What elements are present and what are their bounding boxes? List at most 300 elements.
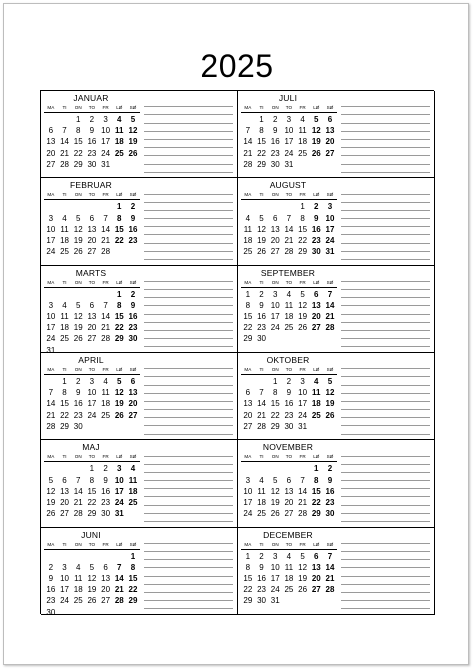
day-number: 7 — [103, 213, 108, 223]
day-number: 28 — [257, 421, 266, 431]
day-number: 10 — [101, 126, 111, 136]
note-lines — [341, 536, 430, 615]
note-line — [341, 282, 430, 290]
day-number: 5 — [300, 289, 305, 299]
day-number: 25 — [257, 509, 266, 519]
note-lines — [341, 99, 430, 178]
day-number: 23 — [284, 410, 294, 420]
day-number: 8 — [272, 388, 278, 398]
note-line — [144, 481, 233, 489]
day-number: 2 — [130, 289, 136, 299]
day-number: 19 — [73, 323, 83, 333]
day-number: 25 — [128, 497, 138, 507]
month-block — [41, 91, 238, 178]
note-line — [341, 410, 430, 418]
weekday-label: LØ — [313, 105, 320, 110]
day-number: 2 — [130, 202, 136, 212]
note-line — [341, 568, 430, 576]
day-number: 1 — [89, 464, 95, 474]
weekday-label: ON — [74, 105, 82, 110]
note-line — [341, 244, 430, 252]
day-number: 4 — [62, 213, 67, 223]
day-number: 27 — [311, 323, 321, 333]
weekday-label: LØ — [116, 279, 123, 285]
day-number: 6 — [103, 562, 108, 572]
day-number: 23 — [87, 148, 97, 158]
day-number: 17 — [46, 323, 56, 333]
day-number: 7 — [75, 475, 81, 485]
day-number: 20 — [270, 235, 280, 245]
day-number: 14 — [73, 486, 83, 496]
empty-cell — [241, 376, 255, 387]
day-number: 13 — [284, 486, 294, 496]
day-number: 22 — [128, 585, 138, 595]
weekday-label: ON — [74, 279, 82, 285]
note-line — [341, 235, 430, 243]
day-grid — [241, 289, 337, 345]
day-number: 22 — [311, 497, 321, 507]
month-name: SEPTEMBER — [260, 267, 316, 278]
day-number: 20 — [311, 312, 321, 322]
month-block — [41, 266, 238, 353]
day-number: 28 — [325, 323, 335, 333]
day-number: 6 — [89, 213, 95, 223]
weekday-label: ON — [271, 105, 279, 110]
note-line — [341, 426, 430, 434]
day-number: 24 — [101, 148, 111, 158]
day-number: 3 — [286, 115, 292, 124]
weekday-label: TO — [88, 541, 96, 547]
day-number: 11 — [298, 126, 307, 136]
note-line — [341, 203, 430, 211]
day-number: 8 — [259, 126, 264, 136]
day-number: 29 — [243, 334, 253, 344]
day-number: 5 — [75, 213, 81, 223]
day-number: 29 — [87, 509, 97, 519]
day-number: 30 — [325, 509, 335, 519]
weekday-label: MA — [244, 105, 252, 110]
weekday-label: TO — [285, 279, 293, 285]
note-line — [341, 165, 430, 173]
day-number: 9 — [259, 300, 264, 310]
empty-cell — [99, 201, 113, 212]
weekday-label: TI — [62, 192, 67, 198]
note-line — [144, 235, 233, 243]
note-line — [144, 274, 233, 282]
day-number: 10 — [87, 388, 97, 398]
note-line — [144, 148, 233, 156]
note-line — [341, 481, 430, 489]
note-line — [341, 107, 430, 115]
day-number: 20 — [60, 497, 69, 507]
empty-cell — [58, 114, 72, 125]
day-number: 20 — [128, 399, 138, 409]
day-number: 29 — [128, 596, 138, 606]
day-number: 28 — [298, 509, 308, 519]
day-grid — [241, 376, 337, 432]
note-line — [144, 402, 233, 410]
weekday-label: FR — [299, 366, 306, 372]
weekday-label: SØ — [129, 192, 137, 198]
day-number: 8 — [245, 300, 251, 310]
note-line — [341, 306, 430, 314]
empty-cell — [255, 376, 269, 387]
note-line — [341, 186, 430, 194]
day-number: 9 — [130, 213, 136, 223]
weekday-label: ON — [271, 366, 279, 372]
note-line — [341, 315, 430, 323]
day-number: 4 — [286, 289, 292, 299]
day-number: 30 — [101, 509, 111, 519]
day-number: 24 — [270, 585, 280, 595]
note-line — [144, 457, 233, 465]
day-number: 17 — [284, 137, 294, 147]
day-number: 20 — [243, 410, 253, 420]
day-number: 31 — [298, 421, 308, 431]
day-number: 23 — [73, 410, 83, 420]
day-number: 17 — [325, 224, 335, 234]
day-number: 13 — [311, 562, 321, 572]
weekday-label: SØ — [326, 192, 334, 198]
month-block — [41, 440, 238, 527]
day-number: 30 — [257, 596, 266, 606]
day-grid — [44, 376, 140, 432]
weekday-label: TO — [285, 454, 293, 460]
day-number: 3 — [300, 376, 305, 386]
day-number: 24 — [114, 497, 124, 507]
day-number: 4 — [130, 464, 136, 474]
day-number: 6 — [327, 115, 333, 124]
empty-cell — [255, 201, 269, 212]
day-number: 30 — [257, 334, 266, 344]
day-number: 18 — [243, 235, 253, 245]
day-number: 10 — [243, 486, 253, 496]
day-grid — [44, 463, 140, 519]
day-number: 25 — [311, 410, 321, 420]
day-number: 8 — [300, 213, 305, 223]
note-line — [341, 115, 430, 123]
note-line — [341, 361, 430, 369]
weekday-header-row — [241, 367, 337, 375]
day-number: 3 — [48, 300, 54, 310]
day-number: 4 — [103, 376, 108, 386]
day-number: 4 — [314, 376, 319, 386]
note-line — [144, 426, 233, 434]
day-number: 29 — [298, 247, 308, 257]
note-line — [144, 227, 233, 235]
weekday-label: MA — [47, 366, 55, 372]
weekday-label: FR — [102, 105, 109, 110]
day-number: 12 — [298, 562, 308, 572]
note-line — [144, 377, 233, 385]
note-line — [144, 315, 233, 323]
day-number: 11 — [101, 388, 110, 398]
day-number: 22 — [298, 235, 308, 245]
day-grid — [241, 551, 337, 607]
weekday-label: ON — [271, 541, 279, 547]
day-number: 2 — [75, 376, 81, 386]
weekday-label: LØ — [116, 192, 123, 198]
note-line — [341, 402, 430, 410]
day-number: 15 — [128, 574, 138, 584]
day-number: 6 — [314, 289, 319, 299]
day-number: 24 — [270, 323, 280, 333]
weekday-label: TI — [259, 366, 264, 372]
day-number: 21 — [114, 585, 124, 595]
empty-cell — [241, 463, 255, 474]
day-number: 14 — [298, 486, 308, 496]
day-number: 21 — [101, 323, 111, 333]
day-number: 2 — [89, 115, 95, 124]
month-name: DECEMBER — [263, 529, 313, 540]
day-number: 17 — [243, 497, 253, 507]
day-number: 3 — [117, 464, 122, 474]
day-number: 29 — [60, 421, 69, 431]
day-number: 1 — [314, 464, 319, 474]
day-number: 23 — [257, 323, 266, 333]
month-block — [238, 91, 435, 178]
note-line — [144, 298, 233, 306]
weekday-label: LØ — [116, 366, 123, 372]
day-number: 15 — [243, 312, 253, 322]
day-number: 7 — [103, 300, 108, 310]
year-title: 2025 — [200, 48, 274, 84]
weekday-header-row — [241, 192, 337, 200]
weekday-header-row — [44, 542, 140, 550]
day-number: 1 — [62, 376, 67, 386]
note-line — [144, 536, 233, 544]
day-number: 7 — [327, 551, 333, 561]
day-number: 18 — [311, 399, 321, 409]
day-number: 7 — [259, 388, 264, 398]
day-number: 11 — [128, 475, 138, 485]
day-number: 5 — [75, 300, 81, 310]
weekday-label: SØ — [326, 454, 334, 460]
day-number: 20 — [101, 585, 111, 595]
note-line — [144, 211, 233, 219]
day-number: 16 — [46, 585, 56, 595]
day-number: 10 — [270, 300, 280, 310]
empty-cell — [44, 201, 58, 212]
day-number: 12 — [114, 388, 124, 398]
day-number: 14 — [101, 312, 111, 322]
day-grid — [241, 114, 337, 170]
day-number: 14 — [284, 224, 294, 234]
note-line — [341, 148, 430, 156]
day-number: 26 — [46, 509, 56, 519]
day-number: 21 — [73, 497, 83, 507]
note-line — [144, 448, 233, 456]
day-number: 23 — [128, 323, 138, 333]
day-number: 16 — [284, 399, 294, 409]
weekday-label: MA — [244, 541, 252, 547]
day-number: 30 — [311, 247, 321, 257]
note-line — [341, 156, 430, 164]
weekday-label: FR — [299, 541, 306, 547]
day-number: 26 — [298, 585, 308, 595]
day-number: 26 — [73, 247, 83, 257]
day-number: 8 — [117, 213, 122, 223]
note-line — [144, 244, 233, 252]
month-name: APRIL — [78, 354, 104, 365]
note-line — [341, 536, 430, 544]
weekday-label: FR — [102, 366, 109, 372]
note-line — [144, 552, 233, 560]
note-line — [341, 457, 430, 465]
day-number: 15 — [298, 224, 308, 234]
note-line — [341, 506, 430, 514]
day-number: 9 — [103, 475, 108, 485]
day-number: 21 — [298, 497, 308, 507]
day-number: 28 — [73, 509, 83, 519]
day-number: 29 — [243, 596, 253, 606]
day-number: 1 — [259, 115, 264, 124]
month-calendar — [44, 367, 140, 432]
empty-cell — [112, 551, 126, 562]
weekday-label: MA — [47, 541, 55, 547]
day-number: 25 — [284, 323, 294, 333]
day-number: 25 — [243, 247, 253, 257]
day-number: 3 — [327, 202, 333, 212]
weekday-label: TI — [259, 105, 264, 110]
day-number: 21 — [101, 235, 111, 245]
weekday-label: SØ — [326, 541, 334, 547]
note-lines — [341, 361, 430, 440]
weekday-label: TO — [285, 105, 293, 110]
day-number: 16 — [325, 486, 335, 496]
day-number: 2 — [259, 551, 264, 561]
day-number: 20 — [87, 235, 97, 245]
day-number: 13 — [101, 574, 111, 584]
day-number: 18 — [101, 399, 111, 409]
day-number: 9 — [48, 574, 54, 584]
day-number: 15 — [73, 137, 83, 147]
day-number: 29 — [311, 509, 321, 519]
day-number: 17 — [46, 235, 56, 245]
day-number: 10 — [114, 475, 124, 485]
note-line — [144, 306, 233, 314]
note-line — [144, 609, 233, 615]
day-number: 25 — [114, 148, 124, 158]
month-calendar — [241, 367, 337, 432]
day-number: 15 — [114, 224, 124, 234]
note-line — [341, 274, 430, 282]
weekday-label: FR — [299, 454, 306, 460]
note-line — [341, 227, 430, 235]
day-number: 5 — [48, 475, 54, 485]
weekday-label: TO — [88, 366, 96, 372]
weekday-label: MA — [244, 192, 252, 198]
note-line — [341, 140, 430, 148]
day-number: 28 — [325, 585, 335, 595]
day-number: 15 — [311, 486, 321, 496]
weekday-label: MA — [244, 279, 252, 285]
day-number: 22 — [257, 148, 266, 158]
day-number: 24 — [243, 509, 253, 519]
day-number: 27 — [87, 247, 97, 257]
month-name: NOVEMBER — [262, 442, 314, 453]
empty-cell — [268, 201, 282, 212]
day-number: 23 — [311, 235, 321, 245]
day-number: 13 — [311, 300, 321, 310]
day-number: 5 — [117, 376, 122, 386]
weekday-label: TI — [259, 541, 264, 547]
weekday-header-row — [241, 542, 337, 550]
day-number: 7 — [245, 126, 251, 136]
note-line — [341, 331, 430, 339]
day-number: 3 — [89, 376, 95, 386]
note-line — [144, 544, 233, 552]
weekday-label: LØ — [313, 279, 320, 285]
day-number: 31 — [270, 596, 280, 606]
day-number: 8 — [245, 562, 251, 572]
note-line — [341, 609, 430, 615]
note-line — [144, 282, 233, 290]
empty-cell — [85, 201, 99, 212]
day-number: 17 — [298, 399, 308, 409]
note-line — [341, 219, 430, 227]
day-number: 16 — [87, 137, 97, 147]
weekday-label: MA — [47, 279, 55, 285]
note-line — [144, 331, 233, 339]
day-number: 12 — [298, 300, 308, 310]
day-number: 5 — [259, 213, 264, 223]
day-number: 15 — [87, 486, 97, 496]
day-number: 11 — [60, 312, 69, 322]
weekday-label: FR — [102, 541, 109, 547]
month-name: JULI — [278, 93, 298, 103]
day-number: 10 — [46, 312, 56, 322]
note-line — [144, 418, 233, 426]
day-number: 24 — [46, 247, 56, 257]
day-number: 19 — [311, 137, 321, 147]
note-line — [341, 290, 430, 298]
note-line — [341, 473, 430, 481]
day-number: 9 — [130, 300, 136, 310]
weekday-label: TO — [88, 105, 96, 110]
note-line — [341, 99, 430, 107]
note-line — [144, 140, 233, 148]
day-number: 1 — [245, 289, 251, 299]
weekday-label: TI — [62, 366, 67, 372]
note-line — [341, 323, 430, 331]
day-number: 23 — [101, 497, 111, 507]
day-number: 30 — [73, 421, 83, 431]
day-number: 9 — [89, 126, 95, 136]
day-number: 1 — [130, 551, 136, 561]
weekday-label: MA — [244, 454, 252, 460]
day-number: 8 — [314, 475, 319, 485]
day-number: 18 — [60, 235, 69, 245]
note-line — [341, 418, 430, 426]
day-number: 2 — [103, 464, 108, 474]
empty-cell — [44, 376, 58, 387]
day-number: 12 — [87, 574, 97, 584]
day-number: 31 — [284, 159, 294, 169]
day-number: 25 — [60, 247, 69, 257]
weekday-label: TO — [88, 454, 96, 460]
weekday-label: TI — [62, 105, 67, 110]
day-number: 8 — [62, 388, 67, 398]
day-number: 12 — [46, 486, 56, 496]
day-number: 15 — [243, 574, 253, 584]
day-number: 31 — [101, 159, 111, 169]
month-calendar — [241, 454, 337, 519]
empty-cell — [44, 114, 58, 125]
day-number: 19 — [298, 574, 308, 584]
weekday-label: FR — [102, 279, 109, 285]
note-line — [144, 252, 233, 260]
